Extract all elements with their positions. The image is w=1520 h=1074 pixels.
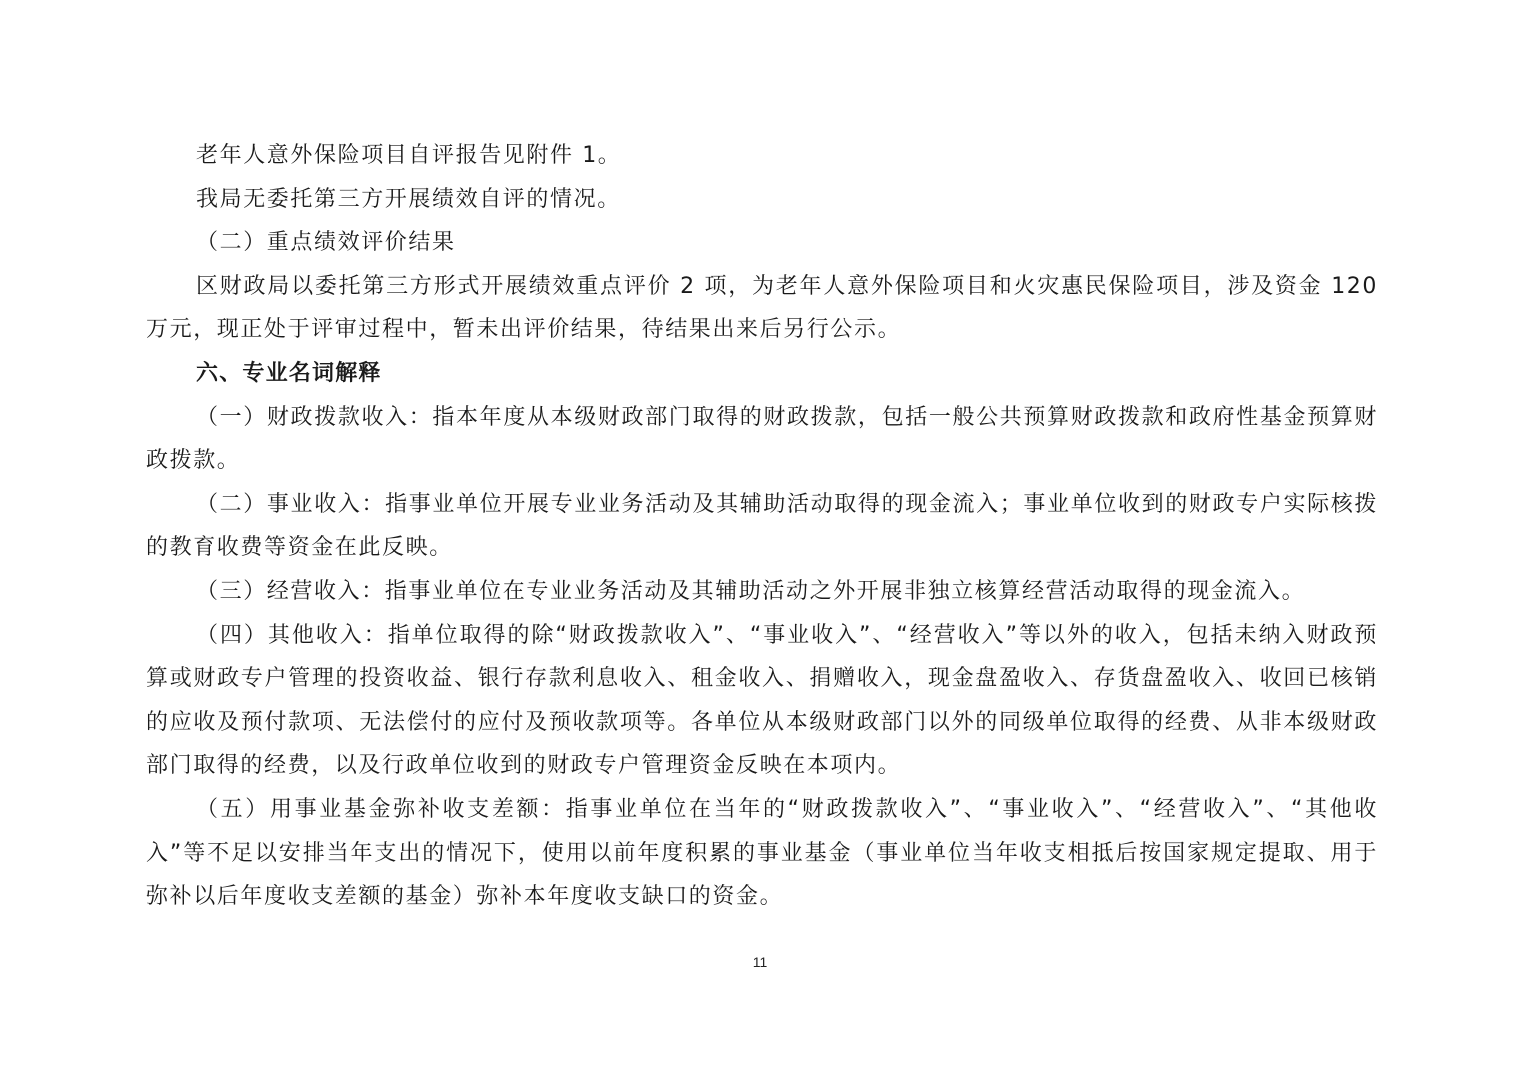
paragraph-term-operating-income: （三）经营收入：指事业单位在专业业务活动及其辅助活动之外开展非独立核算经营活动取得的现金流入。 (196, 578, 1306, 604)
paragraph-no-third-party: 我局无委托第三方开展绩效自评的情况。 (196, 186, 621, 212)
section-heading-terminology: 六、专业名词解释 (196, 360, 382, 386)
paragraph-self-evaluation-attachment: 老年人意外保险项目自评报告见附件 1。 (196, 143, 622, 168)
paragraph-term-business-income: （二）事业收入：指事业单位开展专业业务活动及其辅助活动取得的现金流入；事业单位收到的财政专户实际核拨的教育收费等资金在此反映。 (146, 491, 1378, 561)
paragraph-term-fiscal-appropriation: （一）财政拨款收入：指本年度从本级财政部门取得的财政拨款，包括一般公共预算财政拨款和政府性基金预算财政拨款。 (146, 404, 1378, 474)
page-number: 11 (752, 954, 768, 970)
paragraph-term-fund-compensation: （五）用事业基金弥补收支差额：指事业单位在当年的“财政拨款收入”、“事业收入”、“经营收入”、“其他收入”等不足以安排当年支出的情况下，使用以前年度积累的事业基金（事业单位当年收支相抵后按国家规定提取、用于弥补以后年度收支差额的基金）弥补本年度收支缺口的资金。 (146, 796, 1378, 910)
paragraph-key-evaluation-details: 区财政局以委托第三方形式开展绩效重点评价 2 项，为老年人意外保险项目和火灾惠民保险项目，涉及资金 120 万元，现正处于评审过程中，暂未出评价结果，待结果出来后另行公示。 (146, 273, 1378, 343)
paragraph-term-other-income: （四）其他收入：指单位取得的除“财政拨款收入”、“事业收入”、“经营收入”等以外的收入，包括未纳入财政预算或财政专户管理的投资收益、银行存款利息收入、租金收入、捐赠收入，现金盘盈收入、存货盘盈收入、收回已核销的应收及预付款项、无法偿付的应付及预收款项等。各单位从本级财政部门以外的同级单位取得的经费、从非本级财政部门取得的经费，以及行政单位收到的财政专户管理资金反映在本项内。 (146, 622, 1378, 779)
subheading-key-evaluation-results: （二）重点绩效评价结果 (196, 230, 456, 256)
document-body (146, 134, 1378, 919)
